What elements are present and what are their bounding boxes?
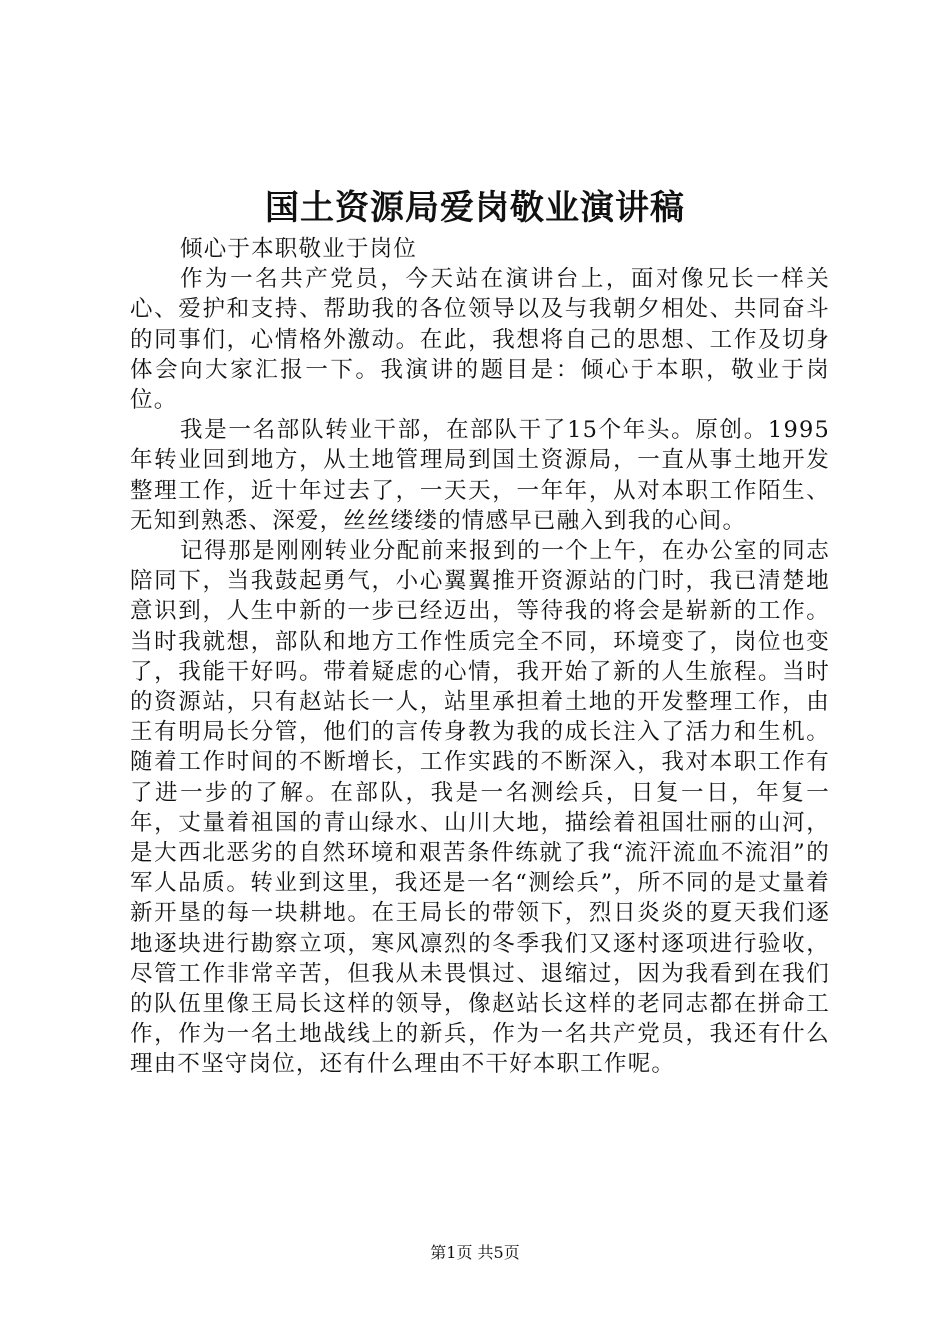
page-footer: 第1页 共5页	[430, 1243, 520, 1262]
paragraph-intro: 作为一名共产党员，今天站在演讲台上，面对像兄长一样关心、爱护和支持、帮助我的各位领导以及与我朝夕相处、共同奋斗的同事们，心情格外激动。在此，我想将自己的思想、工作及切身体会向大家汇报一下。我演讲的题目是：倾心于本职，敬业于岗位。	[130, 266, 830, 414]
document-body	[130, 234, 830, 1080]
document-title: 国土资源局爱岗敬业演讲稿	[265, 188, 685, 228]
speech-subtitle: 倾心于本职敬业于岗位	[180, 236, 418, 262]
paragraph-background: 我是一名部队转业干部，在部队干了15个年头。原创。1995年转业回到地方，从土地管理局到国土资源局，一直从事土地开发整理工作，近十年过去了，一天天，一年年，从对本职工作陌生、无知到熟悉、深爱，丝丝缕缕的情感早已融入到我的心间。	[130, 417, 830, 534]
paragraph-experience: 记得那是刚刚转业分配前来报到的一个上午，在办公室的同志陪同下，当我鼓起勇气，小心翼翼推开资源站的门时，我已清楚地意识到，人生中新的一步已经迈出，等待我的将会是崭新的工作。当时我就想，部队和地方工作性质完全不同，环境变了，岗位也变了，我能干好吗。带着疑虑的心情，我开始了新的人生旅程。当时的资源站，只有赵站长一人，站里承担着土地的开发整理工作，由王有明局长分管，他们的言传身教为我的成长注入了活力和生机。随着工作时间的不断增长，工作实践的不断深入，我对本职工作有了进一步的了解。在部队，我是一名测绘兵，日复一日，年复一年，丈量着祖国的青山绿水、山川大地，描绘着祖国壮丽的山河，是大西北恶劣的自然环境和艰苦条件练就了我“流汗流血不流泪”的军人品质。转业到这里，我还是一名“测绘兵”，所不同的是丈量着新开垦的每一块耕地。在王局长的带领下，烈日炎炎的夏天我们逐地逐块进行勘察立项，寒风凛烈的冬季我们又逐村逐项进行验收，尽管工作非常辛苦，但我从未畏惧过、退缩过，因为我看到在我们的队伍里像王局长这样的领导，像赵站长这样的老同志都在拼命工作，作为一名土地战线上的新兵，作为一名共产党员，我还有什么理由不坚守岗位，还有什么理由不干好本职工作呢。	[130, 538, 830, 1078]
